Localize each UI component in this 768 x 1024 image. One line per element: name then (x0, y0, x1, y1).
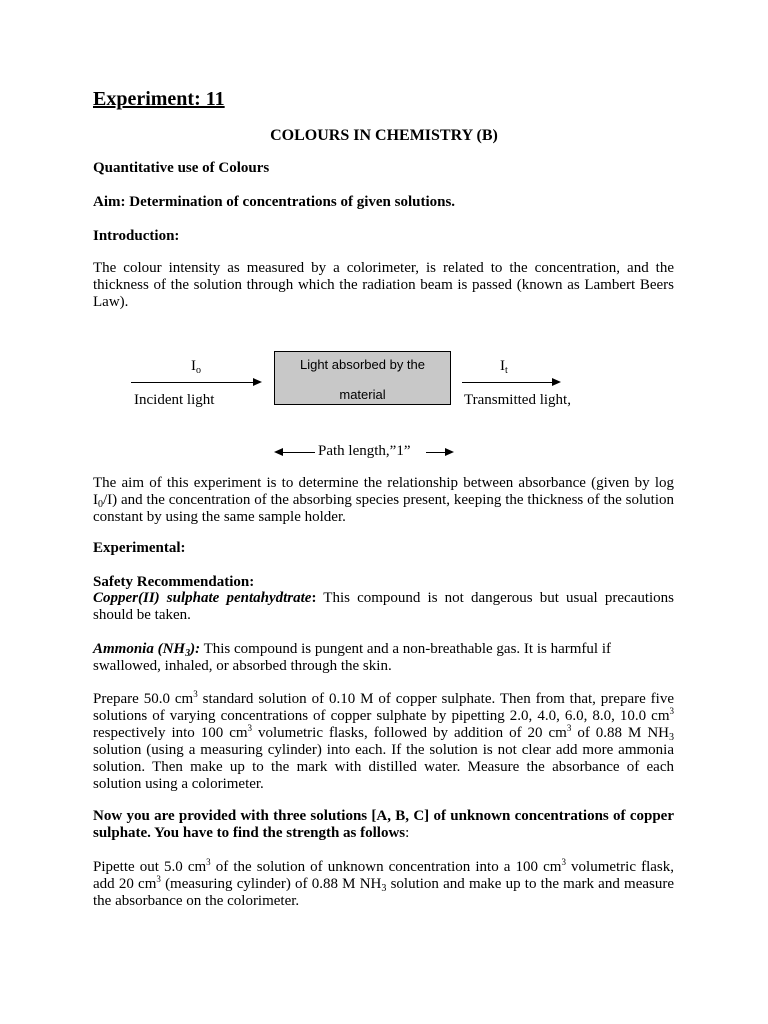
path-arrow-right-head (445, 448, 454, 456)
copper-safety-paragraph: Copper(II) sulphate pentahydtrate: This compound is not dangerous but usual precautions should be taken. (93, 590, 674, 623)
subtitle: Quantitative use of Colours (93, 160, 270, 176)
transmitted-light-label: Transmitted light, (464, 392, 571, 408)
unknown-solutions-paragraph: Now you are provided with three solutions [A, B, C] of unknown concentrations of copper sulphate. You have to find the strength as follows: (93, 808, 674, 841)
introduction-heading: Introduction: (93, 228, 180, 244)
transmitted-arrow (462, 382, 554, 383)
box-line-2: material (339, 387, 386, 402)
pipette-paragraph: Pipette out 5.0 $cm^3$ of the solution of unknown concentration into a 100 $cm^3$ volumetric flask, add 20 $cm^3$ (measuring cylinder) of 0.88 M $NH_3$ solution and make up to the mark and measure the absorbance on the colorimeter. (93, 857, 674, 909)
preparation-paragraph: Prepare 50.0 $cm^3$ standard solution of 0.10 M of copper sulphate. Then from that, prepare five solutions of varying concentrations of copper sulphate by pipetting 2.0, 4.0, 6.0, 8.0, 10.0 $cm^3$ respectively into 100 $cm^3$ volumetric flasks, followed by addition of 20 $cm^3$ of 0.88 M $NH_3$ solution (using a measuring cylinder) into each. If the solution is not clear add more ammonia solution. Then make up to the mark with distilled water. Measure the absorbance of each solution using a colorimeter. (93, 689, 674, 792)
incident-arrow-head (253, 378, 262, 386)
path-length-label: Path length,”1” (318, 443, 411, 459)
transmitted-intensity-label: $I_t$ (500, 358, 508, 376)
transmitted-arrow-head (552, 378, 561, 386)
path-arrow-left (281, 452, 315, 453)
ammonia-safety-paragraph: Ammonia $(NH_3)$: This compound is pungent and a non-breathable gas. It is harmful if swallowed, inhaled, or absorbed through the skin. (93, 641, 611, 674)
absorbing-material-box (274, 351, 451, 405)
incident-arrow (131, 382, 256, 383)
introduction-paragraph: The colour intensity as measured by a colorimeter, is related to the concentration, and the thickness of the solution through which the radiation beam is passed (known as Lambert Beers Law). (93, 260, 674, 310)
incident-intensity-label: $I_o$ (191, 358, 201, 376)
document-title: COLOURS IN CHEMISTRY (B) (270, 127, 498, 144)
safety-heading: Safety Recommendation: (93, 574, 255, 590)
aim-line: Aim: Determination of concentrations of given solutions. (93, 194, 456, 210)
absorption-diagram (93, 340, 693, 465)
incident-light-label: Incident light (134, 392, 215, 408)
experimental-heading: Experimental: (93, 540, 186, 556)
aim-paragraph: The aim of this experiment is to determine the relationship between absorbance (given by $\log I_0/I$) and the concentration of the absorbing species present, keeping the thickness of the solution constant by using the same sample holder. (93, 475, 674, 525)
experiment-heading: Experiment: 11 (93, 88, 225, 110)
box-line-1: Light absorbed by the (299, 357, 426, 372)
